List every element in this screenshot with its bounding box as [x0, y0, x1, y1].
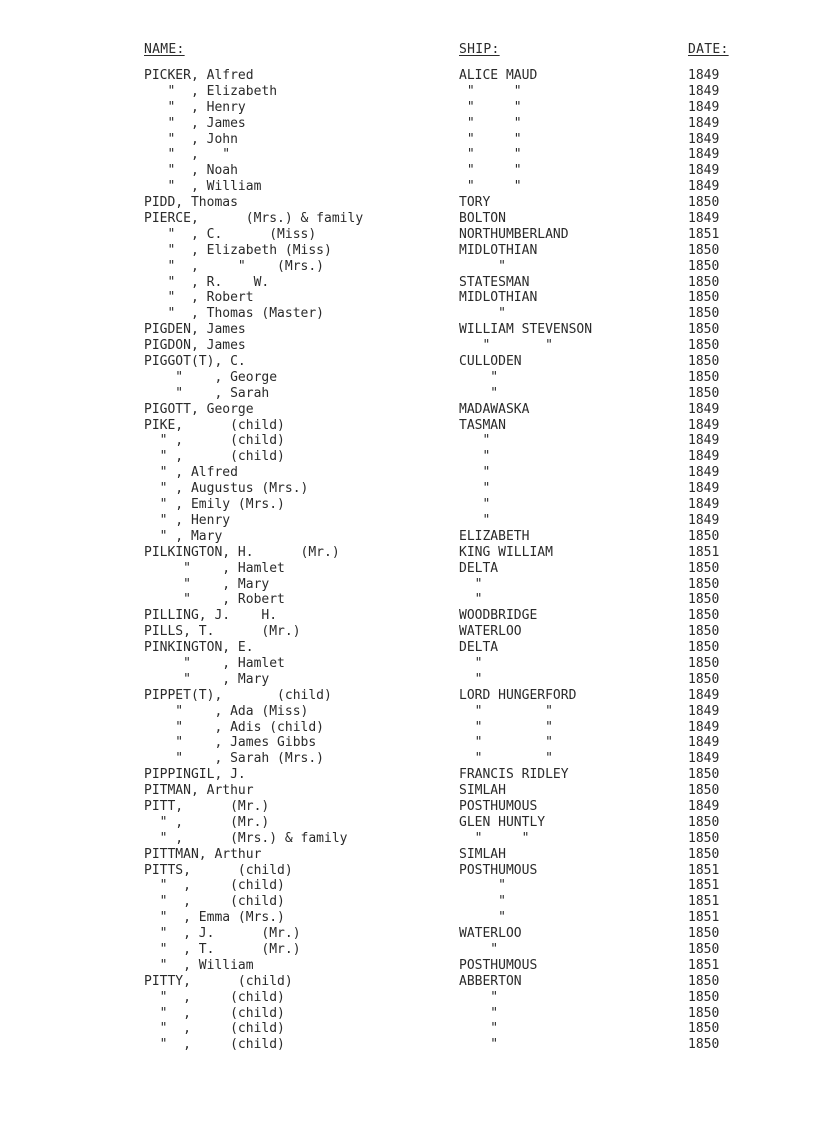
- arrival-date: 1850: [688, 989, 720, 1005]
- table-row: [0, 799, 816, 815]
- table-row: [0, 767, 816, 783]
- passenger-name: PIGDON, James: [144, 338, 246, 354]
- table-row: [0, 354, 816, 370]
- ship-name: " ": [459, 338, 553, 354]
- ship-name: " ": [459, 179, 522, 195]
- arrival-date: 1851: [688, 862, 720, 878]
- passenger-name: " , T. (Mr.): [144, 941, 301, 957]
- table-row: [0, 910, 816, 926]
- table-row: [0, 672, 816, 688]
- ship-name: SIMLAH: [459, 783, 506, 799]
- passenger-name: PITTS, (child): [144, 862, 293, 878]
- passenger-name: " , (child): [144, 1005, 285, 1021]
- table-row: [0, 481, 816, 497]
- table-row: [0, 751, 816, 767]
- arrival-date: 1850: [688, 385, 720, 401]
- passenger-name: " , C. (Miss): [144, 226, 317, 242]
- table-row: [0, 942, 816, 958]
- passenger-name: " , (child): [144, 878, 285, 894]
- arrival-date: 1850: [688, 783, 720, 799]
- passenger-name: " , Mary: [144, 576, 270, 592]
- arrival-date: 1851: [688, 226, 720, 242]
- name-column-header: NAME:: [144, 42, 185, 57]
- table-row: [0, 704, 816, 720]
- table-row: [0, 84, 816, 100]
- arrival-date: 1850: [688, 322, 720, 338]
- table-row: [0, 227, 816, 243]
- arrival-date: 1850: [688, 258, 720, 274]
- arrival-date: 1850: [688, 640, 720, 656]
- passenger-name: " , Henry: [144, 512, 231, 528]
- passenger-name: " , Sarah: [144, 385, 270, 401]
- ship-name: ": [459, 878, 506, 894]
- ship-name: WILLIAM STEVENSON: [459, 322, 593, 338]
- table-row: [0, 449, 816, 465]
- table-row: [0, 990, 816, 1006]
- passenger-name: " , William: [144, 957, 254, 973]
- ship-name: ELIZABETH: [459, 528, 530, 544]
- table-row: [0, 211, 816, 227]
- ship-name: POSTHUMOUS: [459, 957, 538, 973]
- arrival-date: 1850: [688, 655, 720, 671]
- ship-name: ": [459, 894, 506, 910]
- passenger-name: " , Emily (Mrs.): [144, 497, 285, 513]
- arrival-date: 1850: [688, 1021, 720, 1037]
- table-row: [0, 894, 816, 910]
- passenger-name: " , James: [144, 115, 246, 131]
- arrival-date: 1850: [688, 814, 720, 830]
- arrival-date: 1850: [688, 369, 720, 385]
- ship-name: ": [459, 1005, 499, 1021]
- ship-name: KING WILLIAM: [459, 544, 553, 560]
- ship-name: ": [459, 258, 506, 274]
- passenger-name: PITMAN, Arthur: [144, 783, 254, 799]
- table-row: [0, 275, 816, 291]
- table-row: [0, 243, 816, 259]
- passenger-name: PIGOTT, George: [144, 401, 254, 417]
- passenger-name: " , (child): [144, 433, 285, 449]
- arrival-date: 1850: [688, 290, 720, 306]
- table-row: [0, 402, 816, 418]
- passenger-name: " , (child): [144, 1021, 285, 1037]
- arrival-date: 1850: [688, 973, 720, 989]
- passenger-name: " , R. W.: [144, 274, 270, 290]
- passenger-name: PIPPINGIL, J.: [144, 767, 246, 783]
- table-row: [0, 433, 816, 449]
- passenger-name: " , John: [144, 131, 238, 147]
- ship-name: ": [459, 989, 499, 1005]
- ship-name: ": [459, 655, 483, 671]
- passenger-name: " , (child): [144, 449, 285, 465]
- arrival-date: 1849: [688, 147, 720, 163]
- ship-name: ": [459, 576, 483, 592]
- ship-name: TORY: [459, 195, 491, 211]
- passenger-name: " , Elizabeth (Miss): [144, 242, 332, 258]
- ship-name: WATERLOO: [459, 624, 522, 640]
- ship-name: ": [459, 671, 483, 687]
- table-row: [0, 322, 816, 338]
- arrival-date: 1849: [688, 798, 720, 814]
- table-row: [0, 688, 816, 704]
- arrival-date: 1849: [688, 465, 720, 481]
- table-row: [0, 656, 816, 672]
- passenger-name: " , Robert: [144, 592, 285, 608]
- table-row: [0, 958, 816, 974]
- ship-name: DELTA: [459, 560, 499, 576]
- arrival-date: 1850: [688, 830, 720, 846]
- arrival-date: 1849: [688, 512, 720, 528]
- passenger-name: " , Thomas (Master): [144, 306, 325, 322]
- ship-name: " ": [459, 147, 522, 163]
- arrival-date: 1849: [688, 449, 720, 465]
- table-row: [0, 735, 816, 751]
- arrival-date: 1849: [688, 401, 720, 417]
- arrival-date: 1850: [688, 1037, 720, 1053]
- table-row: [0, 179, 816, 195]
- passenger-name: " , James Gibbs: [144, 735, 317, 751]
- ship-name: BOLTON: [459, 211, 506, 227]
- arrival-date: 1850: [688, 1005, 720, 1021]
- passenger-name: " , J. (Mr.): [144, 926, 301, 942]
- arrival-date: 1850: [688, 528, 720, 544]
- ship-name: ": [459, 306, 506, 322]
- table-row: [0, 497, 816, 513]
- passenger-name: " , (child): [144, 894, 285, 910]
- passenger-name: " , Ada (Miss): [144, 703, 309, 719]
- ship-name: TASMAN: [459, 417, 506, 433]
- passenger-name: " , George: [144, 369, 278, 385]
- arrival-date: 1849: [688, 131, 720, 147]
- arrival-date: 1849: [688, 83, 720, 99]
- table-row: [0, 1021, 816, 1037]
- ship-name: " ": [459, 163, 522, 179]
- ship-name: GLEN HUNTLY: [459, 814, 546, 830]
- passenger-name: " , (Mr.): [144, 814, 270, 830]
- table-row: [0, 577, 816, 593]
- table-row: [0, 863, 816, 879]
- table-row: [0, 306, 816, 322]
- arrival-date: 1850: [688, 195, 720, 211]
- table-row: [0, 68, 816, 84]
- table-row: [0, 195, 816, 211]
- passenger-name: PIKE, (child): [144, 417, 285, 433]
- table-row: [0, 513, 816, 529]
- arrival-date: 1850: [688, 592, 720, 608]
- arrival-date: 1849: [688, 703, 720, 719]
- passenger-name: " , Mary: [144, 528, 223, 544]
- passenger-name: " , Augustus (Mrs.): [144, 481, 309, 497]
- ship-name: ": [459, 1021, 499, 1037]
- ship-name: " ": [459, 735, 553, 751]
- arrival-date: 1849: [688, 687, 720, 703]
- passenger-name: PILLING, J. H.: [144, 608, 278, 624]
- passenger-name: " , (child): [144, 1037, 285, 1053]
- passenger-name: PILLS, T. (Mr.): [144, 624, 301, 640]
- ship-name: " ": [459, 99, 522, 115]
- passenger-name: " , William: [144, 179, 262, 195]
- passenger-name: " , (child): [144, 989, 285, 1005]
- passenger-name: PIDD, Thomas: [144, 195, 238, 211]
- passenger-name: PIPPET(T), (child): [144, 687, 332, 703]
- table-row: [0, 338, 816, 354]
- ship-column-header: SHIP:: [459, 42, 500, 57]
- ship-name: MIDLOTHIAN: [459, 290, 538, 306]
- passenger-name: " , Mary: [144, 671, 270, 687]
- date-column-header: DATE:: [688, 42, 729, 57]
- arrival-date: 1849: [688, 68, 720, 83]
- table-row: [0, 386, 816, 402]
- arrival-date: 1849: [688, 497, 720, 513]
- passenger-name: " , ": [144, 147, 231, 163]
- ship-name: SIMLAH: [459, 846, 506, 862]
- ship-name: LORD HUNGERFORD: [459, 687, 577, 703]
- passenger-name: " , Hamlet: [144, 655, 285, 671]
- arrival-date: 1850: [688, 306, 720, 322]
- arrival-date: 1850: [688, 608, 720, 624]
- table-row: [0, 831, 816, 847]
- ship-name: " ": [459, 830, 530, 846]
- arrival-date: 1849: [688, 719, 720, 735]
- table-row: [0, 815, 816, 831]
- ship-name: ABBERTON: [459, 973, 522, 989]
- table-row: [0, 116, 816, 132]
- table-row: [0, 608, 816, 624]
- ship-name: NORTHUMBERLAND: [459, 226, 569, 242]
- table-row: [0, 163, 816, 179]
- passenger-name: " , Alfred: [144, 465, 238, 481]
- table-row: [0, 465, 816, 481]
- table-row: [0, 878, 816, 894]
- passenger-name: " , " (Mrs.): [144, 258, 325, 274]
- arrival-date: 1849: [688, 211, 720, 227]
- table-row: [0, 100, 816, 116]
- table-row: [0, 561, 816, 577]
- ship-name: DELTA: [459, 640, 499, 656]
- table-row: [0, 847, 816, 863]
- arrival-date: 1849: [688, 417, 720, 433]
- arrival-date: 1850: [688, 576, 720, 592]
- ship-name: POSTHUMOUS: [459, 798, 538, 814]
- ship-name: FRANCIS RIDLEY: [459, 767, 569, 783]
- arrival-date: 1850: [688, 941, 720, 957]
- ship-name: ": [459, 385, 499, 401]
- table-row: [0, 529, 816, 545]
- passenger-name: " , (Mrs.) & family: [144, 830, 348, 846]
- passenger-name: PITTMAN, Arthur: [144, 846, 262, 862]
- arrival-date: 1849: [688, 115, 720, 131]
- ship-name: ": [459, 941, 499, 957]
- table-row: [0, 370, 816, 386]
- table-row: [0, 720, 816, 736]
- table-row: [0, 592, 816, 608]
- ship-name: CULLODEN: [459, 354, 522, 370]
- table-row: [0, 545, 816, 561]
- arrival-date: 1850: [688, 338, 720, 354]
- ship-name: ALICE MAUD: [459, 68, 538, 83]
- arrival-date: 1851: [688, 957, 720, 973]
- passenger-name: " , Henry: [144, 99, 246, 115]
- ship-name: ": [459, 910, 506, 926]
- table-row: [0, 1006, 816, 1022]
- ship-name: ": [459, 592, 483, 608]
- passenger-name: PIGDEN, James: [144, 322, 246, 338]
- table-row: [0, 640, 816, 656]
- ship-name: ": [459, 497, 491, 513]
- table-row: [0, 147, 816, 163]
- arrival-date: 1850: [688, 767, 720, 783]
- passenger-name: PIERCE, (Mrs.) & family: [144, 211, 364, 227]
- table-row: [0, 1037, 816, 1053]
- table-row: [0, 418, 816, 434]
- ship-name: MIDLOTHIAN: [459, 242, 538, 258]
- table-row: [0, 259, 816, 275]
- ship-name: ": [459, 1037, 499, 1053]
- arrival-date: 1849: [688, 179, 720, 195]
- table-row: [0, 974, 816, 990]
- table-row: [0, 132, 816, 148]
- arrival-date: 1849: [688, 99, 720, 115]
- ship-name: ": [459, 481, 491, 497]
- passenger-name: " , Elizabeth: [144, 83, 278, 99]
- arrival-date: 1849: [688, 735, 720, 751]
- arrival-date: 1850: [688, 846, 720, 862]
- arrival-date: 1851: [688, 544, 720, 560]
- arrival-date: 1850: [688, 242, 720, 258]
- arrival-date: 1849: [688, 481, 720, 497]
- passenger-name: PICKER, Alfred: [144, 68, 254, 83]
- ship-name: ": [459, 449, 491, 465]
- passenger-name: " , Adis (child): [144, 719, 325, 735]
- passenger-name: " , Robert: [144, 290, 254, 306]
- arrival-date: 1850: [688, 671, 720, 687]
- passenger-name: " , Hamlet: [144, 560, 285, 576]
- passenger-name: PITT, (Mr.): [144, 798, 270, 814]
- passenger-name: " , Sarah (Mrs.): [144, 751, 325, 767]
- arrival-date: 1849: [688, 751, 720, 767]
- arrival-date: 1850: [688, 560, 720, 576]
- table-row: [0, 783, 816, 799]
- arrival-date: 1851: [688, 910, 720, 926]
- ship-name: " ": [459, 751, 553, 767]
- passenger-list: [0, 68, 816, 1053]
- ship-name: WATERLOO: [459, 926, 522, 942]
- arrival-date: 1851: [688, 894, 720, 910]
- ship-name: WOODBRIDGE: [459, 608, 538, 624]
- arrival-date: 1850: [688, 926, 720, 942]
- passenger-name: PINKINGTON, E.: [144, 640, 254, 656]
- ship-name: " ": [459, 719, 553, 735]
- passenger-name: " , Emma (Mrs.): [144, 910, 285, 926]
- ship-name: " ": [459, 83, 522, 99]
- arrival-date: 1849: [688, 163, 720, 179]
- passenger-name: PIGGOT(T), C.: [144, 354, 246, 370]
- arrival-date: 1850: [688, 354, 720, 370]
- ship-name: STATESMAN: [459, 274, 530, 290]
- ship-name: POSTHUMOUS: [459, 862, 538, 878]
- ship-name: ": [459, 512, 491, 528]
- arrival-date: 1849: [688, 433, 720, 449]
- passenger-name: " , Noah: [144, 163, 238, 179]
- ship-name: " ": [459, 131, 522, 147]
- ship-name: ": [459, 465, 491, 481]
- arrival-date: 1851: [688, 878, 720, 894]
- table-row: [0, 926, 816, 942]
- ship-name: MADAWASKA: [459, 401, 530, 417]
- ship-name: " ": [459, 703, 553, 719]
- arrival-date: 1850: [688, 624, 720, 640]
- table-row: [0, 290, 816, 306]
- ship-name: ": [459, 433, 491, 449]
- passenger-name: PILKINGTON, H. (Mr.): [144, 544, 340, 560]
- arrival-date: 1850: [688, 274, 720, 290]
- ship-name: ": [459, 369, 499, 385]
- passenger-name: PITTY, (child): [144, 973, 293, 989]
- table-row: [0, 624, 816, 640]
- ship-name: " ": [459, 115, 522, 131]
